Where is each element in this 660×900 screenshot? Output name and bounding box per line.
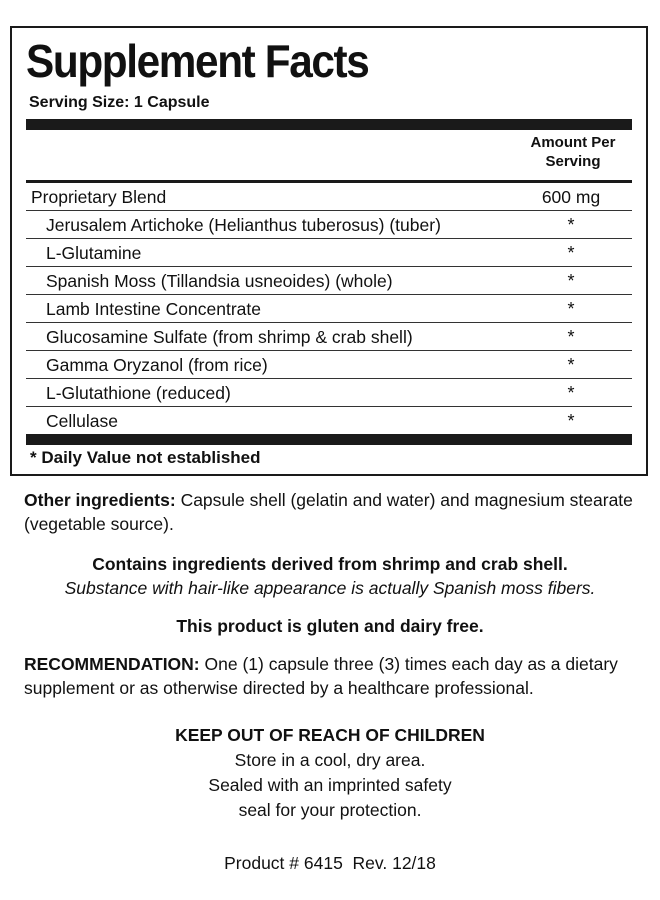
table-row [26,407,632,435]
recommendation-text: One (1) capsule three (3) times each day as a dietary supplement or as otherwise directed by a healthcare professional. [24,654,618,698]
ingredient-name: Gamma Oryzanol (from rice) [46,355,268,375]
ingredient-amount: * [567,271,575,291]
thick-divider-bottom [26,434,632,445]
recommendation [24,652,636,700]
table-row [26,295,632,323]
other-ingredients-label: Other ingredients: [24,490,176,510]
ingredient-name: Glucosamine Sulfate (from shrimp & crab shell) [46,327,413,347]
ingredient-amount: * [567,327,575,347]
seal-note-line1: Sealed with an imprinted safety [208,775,452,795]
ingredient-name: Spanish Moss (Tillandsia usneoides) (whole) [46,271,393,291]
table-row [26,211,632,239]
table-row [26,239,632,267]
ingredient-name: L-Glutathione (reduced) [46,383,231,403]
keep-out-warning: KEEP OUT OF REACH OF CHILDREN [175,725,485,745]
allergen-note: Contains ingredients derived from shrimp and crab shell. [92,554,568,574]
ingredient-amount: * [567,215,575,235]
daily-value-note: * Daily Value not established [30,448,261,467]
ingredient-name: Jerusalem Artichoke (Helianthus tuberosus) (tuber) [46,215,441,235]
ingredient-rows [26,183,632,435]
ingredient-amount: * [567,411,575,431]
amount-header-line1: Amount Per [530,134,616,151]
product-number: Product # 6415 [224,853,343,873]
thick-divider-top [26,119,632,130]
panel-title: Supplement Facts [26,35,369,87]
ingredient-name: Proprietary Blend [31,187,167,207]
ingredient-name: Cellulase [46,411,118,431]
ingredient-name: Lamb Intestine Concentrate [46,299,261,319]
ingredient-amount: * [567,383,575,403]
other-ingredients-text: Capsule shell (gelatin and water) and magnesium stearate (vegetable source). [24,490,633,534]
appearance-note: Substance with hair-like appearance is actually Spanish moss fibers. [64,578,596,598]
supplement-facts-panel [10,26,648,476]
storage-note: Store in a cool, dry area. [234,750,426,770]
amount-header-line2: Serving [545,153,601,170]
ingredient-amount: * [567,243,575,263]
table-row [26,351,632,379]
amount-per-serving-header [518,133,628,171]
gluten-dairy-note: This product is gluten and dairy free. [176,616,484,636]
product-info [0,851,660,875]
table-row [26,267,632,295]
table-row [26,379,632,407]
serving-size: Serving Size: 1 Capsule [29,94,210,111]
recommendation-label: RECOMMENDATION: [24,654,200,674]
table-row [26,183,632,211]
revision: Rev. 12/18 [352,853,436,873]
seal-note-line2: seal for your protection. [238,800,422,820]
ingredient-amount: 600 mg [541,187,601,207]
ingredient-amount: * [567,355,575,375]
other-ingredients [24,488,636,536]
table-row [26,323,632,351]
ingredient-name: L-Glutamine [46,243,142,263]
ingredient-amount: * [567,299,575,319]
